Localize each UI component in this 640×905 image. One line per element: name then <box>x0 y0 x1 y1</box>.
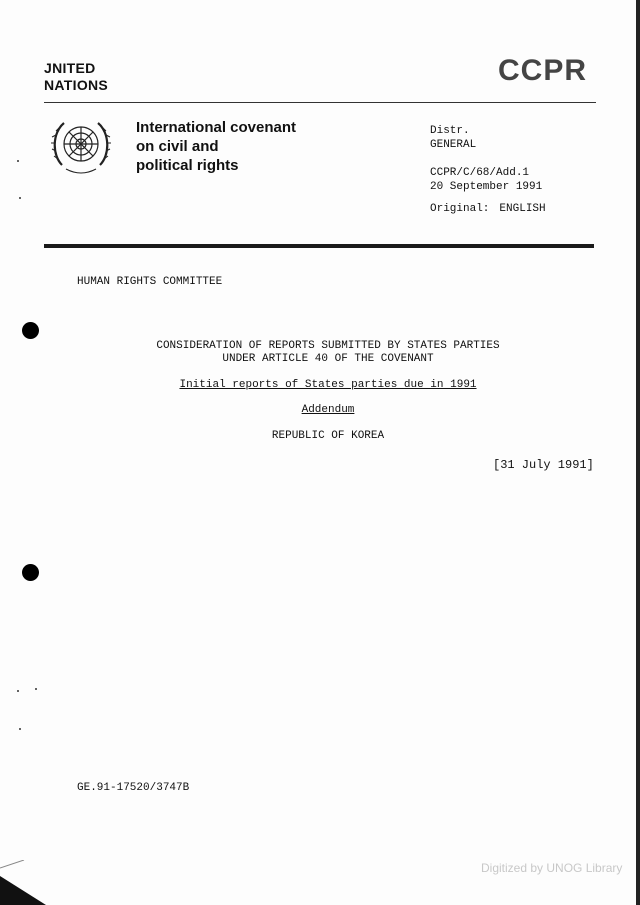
document-symbol-block <box>430 166 542 194</box>
document-reference: GE.91-17520/3747B <box>77 782 190 794</box>
main-heading-line-2: UNDER ARTICLE 40 OF THE COVENANT <box>222 353 434 365</box>
original-value: ENGLISH <box>499 203 546 215</box>
digitized-watermark: Digitized by UNOG Library <box>481 861 623 875</box>
covenant-title <box>136 118 296 175</box>
committee-name: HUMAN RIGHTS COMMITTEE <box>77 276 223 288</box>
main-heading <box>0 340 640 366</box>
covenant-line-2: on civil and <box>136 138 219 155</box>
scan-speck <box>35 688 37 690</box>
ccpr-logo: CCPR <box>498 54 588 87</box>
scan-speck <box>19 197 21 199</box>
main-heading-line-1: CONSIDERATION OF REPORTS SUBMITTED BY STATES PARTIES <box>156 340 500 352</box>
scan-speck <box>17 690 19 692</box>
report-date: [31 July 1991] <box>493 458 594 472</box>
punch-hole-bottom <box>22 564 39 581</box>
scan-edge <box>636 0 640 905</box>
report-subtitle: Initial reports of States parties due in 1991 <box>179 379 477 391</box>
organization-name <box>44 60 108 94</box>
header-rule <box>44 102 596 103</box>
covenant-line-1: International covenant <box>136 119 297 136</box>
addendum-label: Addendum <box>301 404 355 416</box>
org-line-1: JNITED <box>44 60 96 76</box>
original-language <box>430 202 546 216</box>
scan-speck <box>19 728 21 730</box>
covenant-line-3: political rights <box>136 157 239 174</box>
distr-label: Distr. <box>430 125 470 137</box>
country-name: REPUBLIC OF KOREA <box>271 430 385 442</box>
document-symbol: CCPR/C/68/Add.1 <box>430 167 530 179</box>
original-label: Original: <box>430 203 490 215</box>
distribution-block <box>430 124 476 152</box>
header-thick-rule <box>44 244 594 248</box>
un-emblem-icon <box>48 115 114 177</box>
document-date: 20 September 1991 <box>430 181 543 193</box>
distr-value: GENERAL <box>430 139 477 151</box>
org-line-2: NATIONS <box>44 77 109 93</box>
page-corner-shadow <box>0 860 46 905</box>
punch-hole-top <box>22 322 39 339</box>
scan-speck <box>17 160 19 162</box>
